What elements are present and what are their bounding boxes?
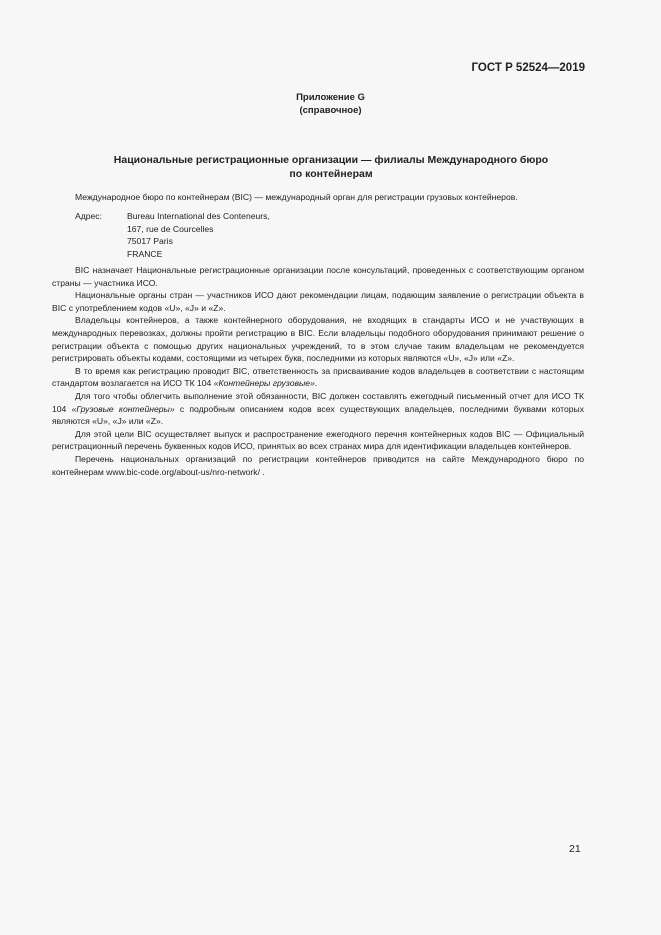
address-line: Bureau International des Conteneurs, (127, 211, 270, 221)
address-line: 75017 Paris (127, 236, 173, 246)
paragraph (52, 365, 584, 390)
body-text (52, 264, 584, 478)
paragraph-text: с подробным описанием кодов всех существующих владельцев, последними буквами которых являются «U», «J» или «Z». (52, 403, 584, 427)
paragraph-text: Для того чтобы облегчить выполнение этой обязанности, BIC должен составлять ежегодный письменный отчет для ИСО ТК 104 (52, 390, 584, 414)
paragraph: Перечень национальных организаций по регистрации контейнеров приводится на сайте Международного бюро по контейнерам www.bic-code.org/about-us/nro-network/ . (52, 453, 584, 477)
address-label: Адрес: (75, 211, 102, 221)
paragraph: Владельцы контейнеров, а также контейнерного оборудования, не входящих в стандарты ИСО и не участвующих в международных перевозках, должны пройти регистрацию в BIC. Если владельцы подобного оборудования принимают решение о регистрации объекта с помощью других национальных учреждений, то в этом случае таким владельцам не рекомендуется регистрировать объекты кодами, состоящими из четырех букв, последними из которых являются «U», «J» или «Z». (52, 315, 584, 364)
paragraph (52, 390, 584, 428)
section-title-line-2: по контейнерам (289, 168, 373, 180)
annex-heading (0, 91, 661, 117)
annex-type: (справочное) (299, 105, 362, 116)
annex-label: Приложение G (296, 92, 365, 103)
paragraph-text: . (314, 378, 318, 389)
paragraph: Национальные органы стран — участников ИСО дают рекомендации лицам, подающим заявление о регистрации объекта в BIC с употреблением кодов «U», «J» и «Z». (52, 290, 584, 313)
standard-id: ГОСТ Р 52524—2019 (471, 62, 585, 74)
section-title-line-1: Национальные регистрационные организации — филиалы Международного бюро (113, 154, 549, 166)
italic-title: «Контейнеры грузовые» (213, 378, 315, 389)
page-number: 21 (569, 843, 581, 855)
address-lines (127, 210, 270, 260)
address-line: FRANCE (127, 248, 163, 259)
address-line: 167, rue de Courcelles (127, 223, 214, 234)
paragraph-text: В то время как регистрацию проводит BIC, ответственность за присваивание кодов владельцев в соответствии с настоящим стандартом возлагается на ИСО ТК 104 (52, 365, 584, 389)
paragraph: BIC назначает Национальные регистрационные организации после консультаций, проведенных с соответствующим органом страны — участника ИСО. (52, 265, 584, 288)
intro-paragraph: Международное бюро по контейнерам (BIC) — международный орган для регистрации грузовых контейнеров. (75, 192, 518, 202)
section-title (66, 153, 596, 181)
italic-title: «Грузовые контейнеры» (71, 403, 175, 414)
paragraph: Для этой цели BIC осуществляет выпуск и распространение ежегодного перечня контейнерных кодов BIC — Официальный регистрационный перечень буквенных кодов ИСО, принятых во всех странах мира для идентификации владельцев контейнеров. (52, 428, 584, 452)
